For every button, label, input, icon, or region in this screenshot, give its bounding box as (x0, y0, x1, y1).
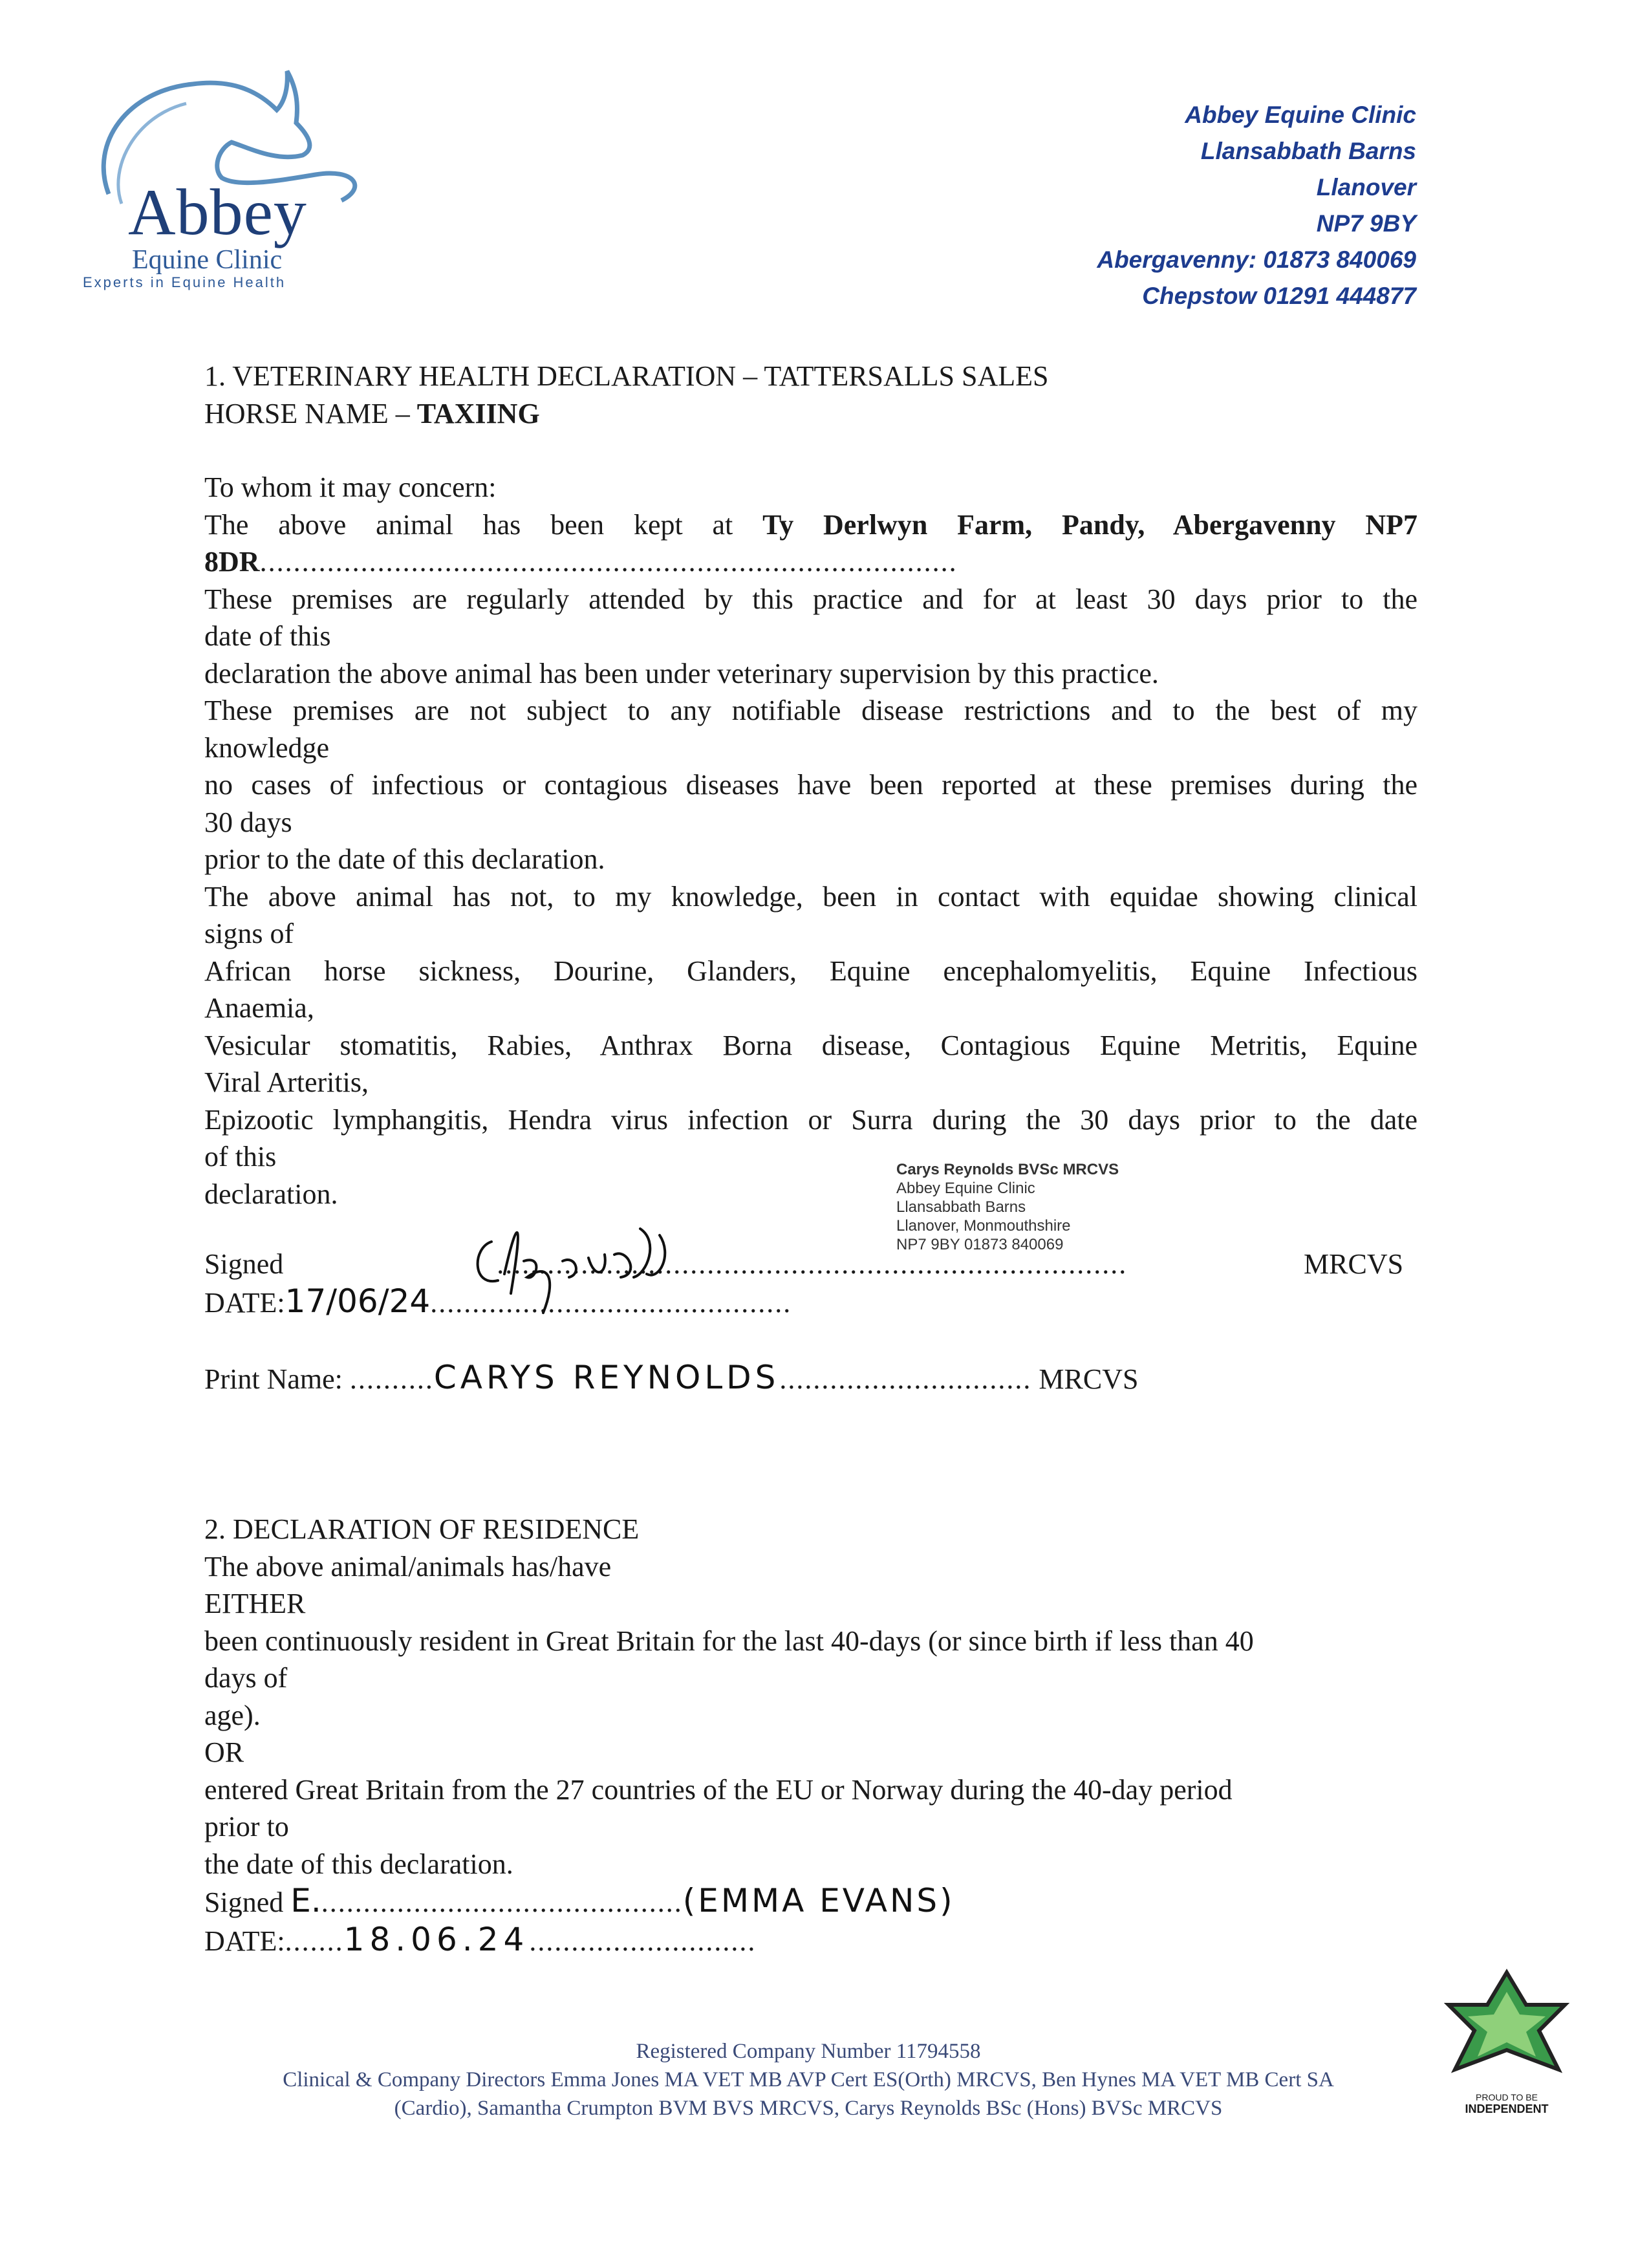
logo-name: Abbey (128, 176, 307, 249)
badge-line1: PROUD TO BE (1476, 2092, 1538, 2102)
body-line: OR (204, 1736, 244, 1768)
address-line: Abergavenny: 01873 840069 (1097, 246, 1416, 273)
body-line: EITHER (204, 1588, 306, 1619)
independent-badge (1436, 1966, 1578, 2121)
signature-cr (466, 1203, 685, 1323)
address-line: Abbey Equine Clinic (1185, 102, 1416, 128)
body-line: been continuously resident in Great Britain for the last 40-days (or since birth if less than 40 (204, 1625, 1254, 1657)
section1-title: 1. VETERINARY HEALTH DECLARATION – TATTERSALLS SALES (204, 360, 1049, 392)
body-line: days of (204, 1662, 288, 1694)
body-line: 30 days (204, 806, 292, 838)
horse-name-line: HORSE NAME – TAXIING (204, 397, 540, 429)
kept-at-line-2: 8DR................................................................................... (204, 546, 958, 578)
mrcvs-label: MRCVS (1304, 1248, 1404, 1280)
body-line: These premises are not subject to any notifiable disease restrictions and to the best of my (204, 695, 1417, 726)
signed-line-2: Signed E............................................(EMMA EVANS) (204, 1882, 955, 1919)
declaration-body (204, 581, 1417, 1213)
signed-line: Signed ........................................................................... (204, 1248, 1128, 1280)
body-line: prior to the date of this declaration. (204, 843, 605, 875)
address-line: Chepstow 01291 444877 (1142, 283, 1416, 309)
date-line: DATE:17/06/24........................................... (204, 1282, 792, 1320)
body-line: of this (204, 1141, 277, 1172)
salutation: To whom it may concern: (204, 471, 497, 503)
body-line: The above animal/animals has/have (204, 1550, 612, 1582)
section2-title: 2. DECLARATION OF RESIDENCE (204, 1513, 640, 1545)
body-line: date of this (204, 620, 331, 652)
horse-name: TAXIING (416, 397, 540, 429)
body-line: declaration the above animal has been under veterinary supervision by this practice. (204, 657, 1159, 689)
body-line: knowledge (204, 731, 330, 764)
address-line: Llansabbath Barns (1200, 138, 1416, 164)
health-declaration (204, 358, 1417, 1213)
badge-line2: INDEPENDENT (1465, 2102, 1549, 2115)
body-line: signs of (204, 918, 294, 949)
print-name-line: Print Name: ..........CARYS REYNOLDS.............................. MRCVS (204, 1359, 1139, 1396)
body-line: Vesicular stomatitis, Rabies, Anthrax Borna disease, Contagious Equine Metritis, Equine (204, 1029, 1417, 1061)
date-line-2: DATE:.......18.06.24........................... (204, 1920, 757, 1958)
date-handwritten: 17/06/24 (285, 1282, 431, 1320)
directors-line: Clinical & Company Directors Emma Jones MA VET MB AVP Cert ES(Orth) MRCVS, Ben Hynes MA VET MB Cert SA (283, 2068, 1334, 2091)
logo-subname: Equine Clinic (132, 245, 283, 275)
body-line: The above animal has not, to my knowledge, been in contact with equidae showing clinical (204, 880, 1417, 913)
company-number: Registered Company Number 11794558 (636, 2040, 981, 2063)
body-line: African horse sickness, Dourine, Glanders, Equine encephalomyelitis, Equine Infectious (204, 955, 1417, 987)
body-line: age). (204, 1699, 261, 1731)
residence-declaration (204, 1511, 1417, 1960)
directors-line: (Cardio), Samantha Crumpton BVM BVS MRCVS, Carys Reynolds BSc (Hons) BVSc MRCVS (394, 2097, 1223, 2120)
signature-block-1 (204, 1246, 1417, 1321)
body-line: Epizootic lymphangitis, Hendra virus infection or Surra during the 30 days prior to the date (204, 1103, 1417, 1136)
print-name-handwritten: CARYS REYNOLDS (433, 1359, 780, 1396)
body-line: no cases of infectious or contagious diseases have been reported at these premises during the (204, 769, 1417, 801)
footer (194, 2037, 1423, 2122)
vet-star-icon (1436, 1966, 1578, 2089)
body-line: prior to (204, 1811, 289, 1842)
residence-body (204, 1548, 1417, 1883)
body-line: entered Great Britain from the 27 countries of the EU or Norway during the 40-day period (204, 1773, 1233, 1806)
date-handwritten-2: 18.06.24 (343, 1920, 530, 1958)
clinic-logo (83, 65, 380, 297)
address-line: Llanover (1316, 174, 1416, 200)
body-line: Anaemia, (204, 992, 314, 1024)
body-line: These premises are regularly attended by this practice and for at least 30 days prior to the (204, 583, 1417, 615)
premises-address: Ty Derlwyn Farm, Pandy, Abergavenny NP7 (762, 508, 1418, 541)
body-line: Viral Arteritis, (204, 1066, 369, 1098)
signatory-handwritten: (EMMA EVANS) (682, 1882, 955, 1919)
body-line: declaration. (204, 1178, 338, 1210)
kept-at-line: The above animal has been kept at Ty Derlwyn Farm, Pandy, Abergavenny NP7 (204, 508, 1418, 541)
body-line: the date of this declaration. (204, 1848, 513, 1880)
logo-tagline: Experts in Equine Health (83, 274, 286, 290)
vet-stamp: Carys Reynolds BVSc MRCVS Abbey Equine Clinic Llansabbath Barns Llanover, Monmouthshire NP7 9BY 01873 840069 (896, 1161, 1119, 1253)
address-line: NP7 9BY (1316, 210, 1416, 237)
clinic-address (1097, 97, 1416, 314)
